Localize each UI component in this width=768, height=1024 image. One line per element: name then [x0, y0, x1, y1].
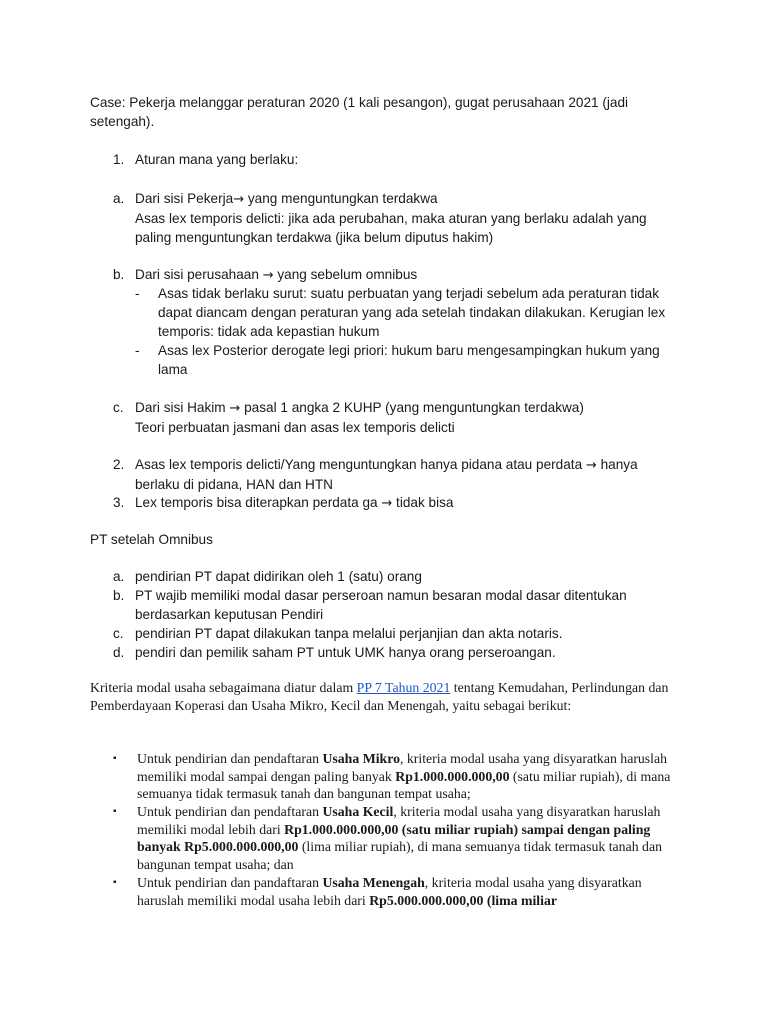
- square-bullet-icon: ▪: [113, 877, 117, 888]
- pt-item-text: pendirian PT dapat didirikan oleh 1 (satu) orang: [135, 569, 422, 584]
- list-number: 3.: [113, 495, 125, 510]
- arrow-right-icon: →: [229, 401, 241, 416]
- section-title-pt: PT setelah Omnibus: [90, 532, 213, 547]
- question-3-text-end: tidak bisa: [392, 495, 454, 510]
- list-label: a.: [113, 569, 125, 584]
- dash-item-2-text: Asas lex Posterior derogate legi priori: hukum baru mengesampingkan hukum yang lama: [158, 343, 660, 377]
- bullet-text: , kriteria modal usaha yang disyaratkan haruslah memiliki modal lebih dari: [137, 804, 661, 837]
- kriteria-text-start: Kriteria modal usaha sebagaimana diatur dalam: [90, 680, 357, 695]
- kriteria-text-end: tentang Kemudahan, Perlindungan dan Pemberdayaan Koperasi dan Usaha Mikro, Kecil dan Menengah, yaitu sebagai berikut:: [90, 680, 669, 713]
- square-bullet-icon: ▪: [113, 806, 117, 817]
- question-2-text-end: hanya berlaku di pidana, HAN dan HTN: [135, 457, 638, 492]
- item-c-heading-start: Dari sisi Hakim: [135, 400, 230, 415]
- arrow-right-icon: →: [233, 192, 245, 207]
- bullet-bold: Rp1.000.000.000,00: [395, 768, 510, 784]
- arrow-right-icon: →: [262, 268, 274, 283]
- bullet-text: Untuk pendirian dan pandaftaran: [137, 875, 323, 890]
- dash-mark: -: [135, 343, 140, 358]
- item-b-heading-start: Dari sisi perusahaan: [135, 267, 263, 282]
- item-c-heading-end: pasal 1 angka 2 KUHP (yang menguntungkan terdakwa): [240, 400, 584, 415]
- list-label: c.: [113, 626, 124, 641]
- pt-item-text: pendirian PT dapat dilakukan tanpa melalui perjanjian dan akta notaris.: [135, 626, 563, 641]
- item-a-body: Asas lex temporis delicti: jika ada perubahan, maka aturan yang berlaku adalah yang paling menguntungkan terdakwa (jika belum diputus hakim): [135, 211, 647, 245]
- arrow-right-icon: →: [381, 496, 393, 511]
- question-3-text-start: Lex temporis bisa diterapkan perdata ga: [135, 495, 382, 510]
- dash-item-1-text: Asas tidak berlaku surut: suatu perbuatan yang terjadi sebelum ada peraturan tidak dapat diancam dengan peraturan yang ada setelah tindakan dilakukan. Kerugian lex temporis: tidak ada kepastian hukum: [158, 286, 666, 339]
- item-a-heading-end: yang menguntungkan terdakwa: [244, 191, 438, 206]
- list-number: 1.: [113, 152, 125, 167]
- pp-7-2021-link[interactable]: PP 7 Tahun 2021: [356, 680, 451, 695]
- list-label: c.: [113, 400, 124, 415]
- bullet-bold: Rp1.000.000.000,00 (satu miliar rupiah) sampai dengan paling banyak Rp5.000.000.000,00: [137, 821, 651, 855]
- pt-item-text: PT wajib memiliki modal dasar perseroan namun besaran modal dasar ditentukan berdasarkan keputusan Pendiri: [135, 588, 627, 622]
- bullet-text: Untuk pendirian dan pendaftaran: [137, 804, 323, 819]
- bullet-bold: Usaha Kecil: [322, 804, 394, 819]
- item-c-body: Teori perbuatan jasmani dan asas lex temporis delicti: [135, 420, 455, 435]
- bullet-bold: Usaha Menengah: [322, 875, 425, 890]
- bullet-text: , kriteria modal usaha yang disyaratkan haruslah memiliki modal usaha lebih dari: [137, 875, 642, 908]
- question-2-text-start: Asas lex temporis delicti/Yang menguntungkan hanya pidana atau perdata: [135, 457, 586, 472]
- case-statement: Case: Pekerja melanggar peraturan 2020 (1 kali pesangon), gugat perusahaan 2021 (jadi setengah).: [90, 95, 629, 129]
- bullet-text: (satu miliar rupiah), di mana semuanya tidak termasuk tanah dan bangunan tempat usaha;: [137, 768, 671, 802]
- list-number: 2.: [113, 457, 125, 472]
- list-label: d.: [113, 645, 125, 660]
- item-b-heading-end: yang sebelum omnibus: [273, 267, 418, 282]
- square-bullet-icon: ▪: [113, 753, 117, 764]
- arrow-right-icon: →: [585, 458, 597, 473]
- bullet-bold: Rp5.000.000.000,00 (lima miliar: [369, 892, 557, 908]
- list-label: a.: [113, 191, 125, 206]
- kriteria-paragraph: [90, 679, 686, 714]
- bullet-text: (lima miliar rupiah), di mana semuanya tidak termasuk tanah dan bangunan tempat usaha; dan: [137, 839, 662, 872]
- bullet-text: Untuk pendirian dan pendaftaran: [137, 751, 323, 766]
- dash-mark: -: [135, 286, 140, 301]
- bullet-text: , kriteria modal usaha yang disyaratkan haruslah memiliki modal sampai dengan paling banyak: [137, 751, 668, 784]
- question-1-text: Aturan mana yang berlaku:: [135, 152, 299, 167]
- item-a-heading-start: Dari sisi Pekerja: [135, 191, 234, 206]
- bullet-bold: Usaha Mikro: [322, 751, 400, 766]
- pt-item-text: pendiri dan pemilik saham PT untuk UMK hanya orang perseroangan.: [135, 645, 556, 660]
- list-label: b.: [113, 267, 125, 282]
- list-label: b.: [113, 588, 125, 603]
